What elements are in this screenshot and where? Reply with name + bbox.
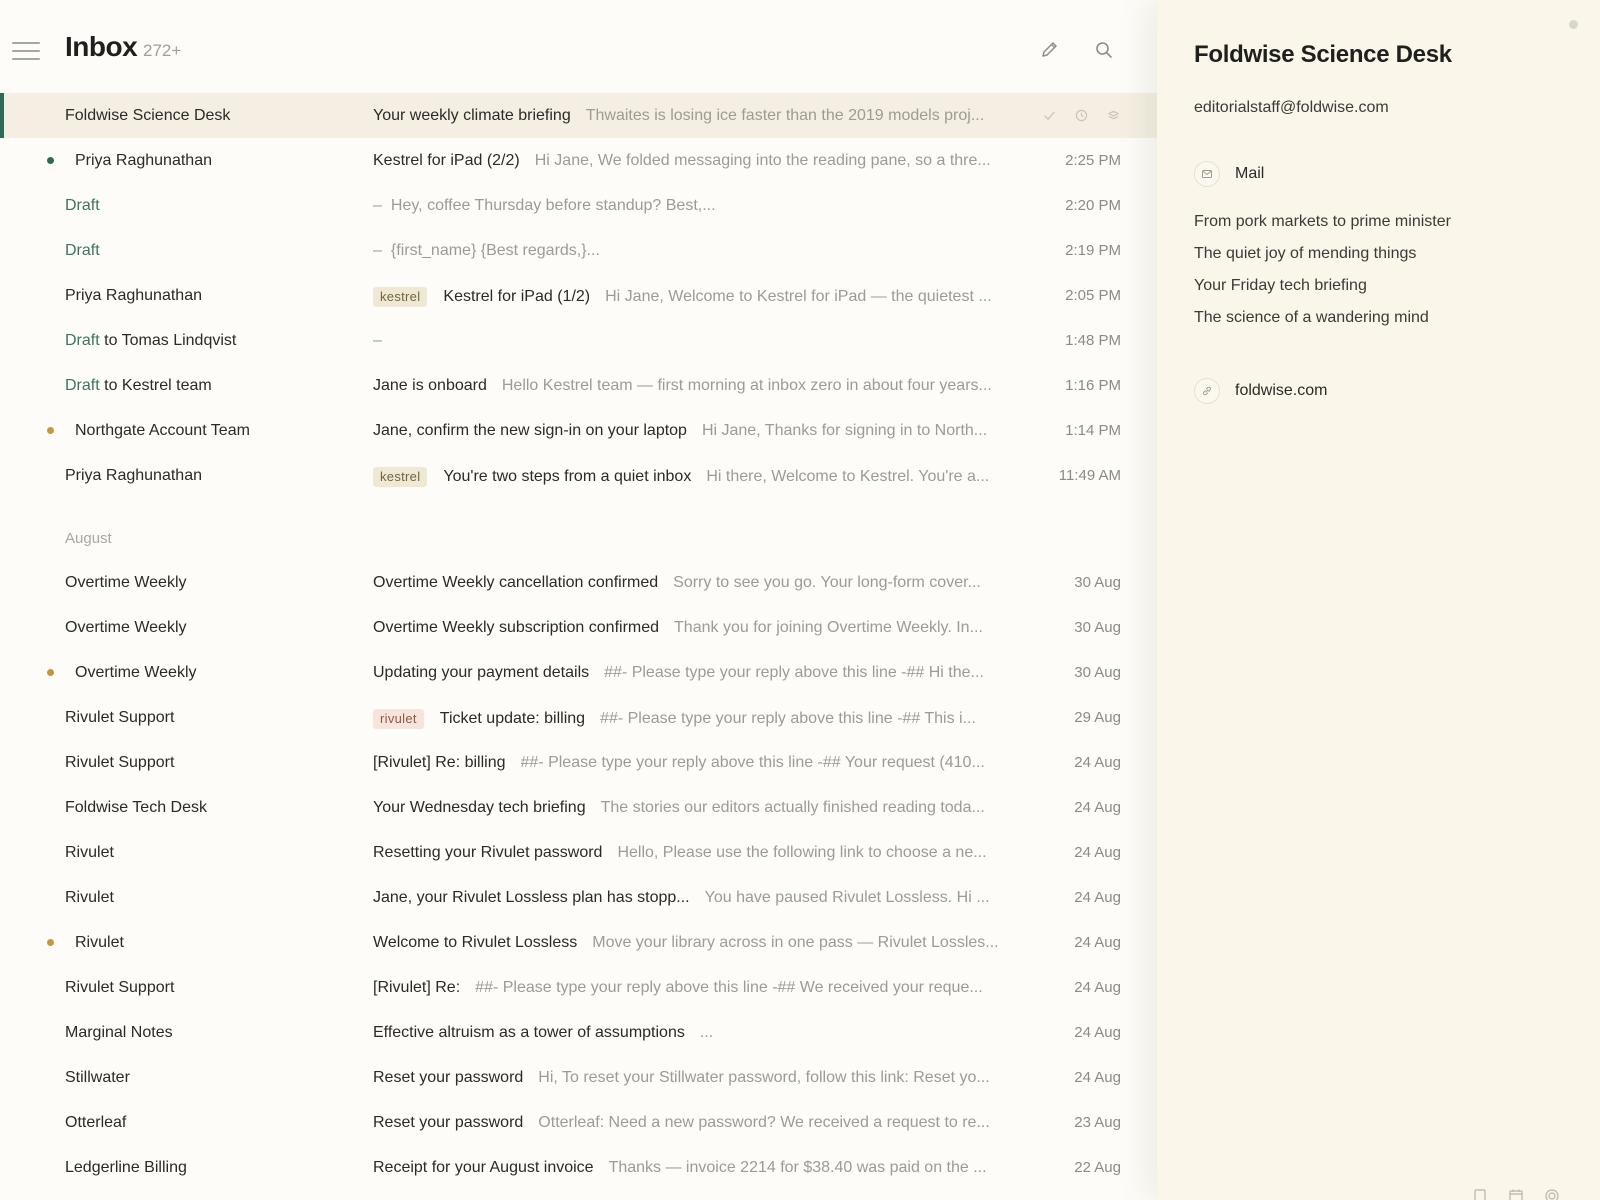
draft-recipient: to Tomas Lindqvist	[99, 332, 237, 349]
menu-icon[interactable]	[12, 42, 40, 62]
sender-name: Foldwise Science Desk	[1194, 41, 1452, 68]
draft-recipient: to Kestrel team	[99, 377, 212, 394]
message-subject-line	[373, 242, 1023, 260]
message-sender: Otterleaf	[65, 1114, 127, 1131]
message-row[interactable]	[0, 560, 1157, 605]
draft-label: Draft	[65, 197, 100, 214]
message-snippet: Hi Jane, Welcome to Kestrel for iPad — the quietest ...	[605, 288, 992, 305]
message-row[interactable]	[0, 830, 1157, 875]
message-subject-line	[373, 754, 1023, 772]
message-subject: Effective altruism as a tower of assumptions	[373, 1024, 685, 1041]
message-time: 11:49 AM	[1058, 467, 1121, 484]
message-subject-line	[373, 1069, 1023, 1087]
message-sender: Rivulet Support	[65, 979, 175, 996]
message-subject-line	[373, 799, 1023, 817]
message-time: 24 Aug	[1074, 799, 1121, 816]
message-time: 1:16 PM	[1065, 377, 1121, 394]
message-snippet: Sorry to see you go. Your long-form cover...	[673, 574, 981, 591]
message-sender	[65, 242, 100, 260]
message-subject-line	[373, 377, 1023, 395]
message-row[interactable]	[0, 228, 1157, 273]
message-snippet: You have paused Rivulet Lossless. Hi ...	[704, 889, 990, 906]
message-subject-line	[373, 664, 1023, 682]
footer-toolbar	[1472, 1188, 1560, 1200]
inbox-count: 272+	[143, 41, 182, 60]
message-row[interactable]	[0, 605, 1157, 650]
message-row[interactable]	[0, 318, 1157, 363]
message-sender: Northgate Account Team	[75, 422, 250, 439]
message-time: 29 Aug	[1074, 709, 1121, 726]
inbox-header	[0, 0, 1157, 92]
message-time: 24 Aug	[1074, 844, 1121, 861]
label-badge: kestrel	[373, 287, 427, 307]
calendar-icon[interactable]	[1508, 1188, 1524, 1200]
website-link[interactable]: foldwise.com	[1235, 382, 1328, 399]
page-title: Inbox	[65, 31, 138, 62]
message-subject-line	[373, 422, 1023, 440]
message-sender	[65, 377, 212, 395]
message-subject-line	[373, 574, 1023, 592]
message-subject-line	[373, 107, 1023, 125]
message-subject-line	[373, 844, 1023, 862]
message-sender: Overtime Weekly	[65, 619, 187, 636]
message-subject: Your weekly climate briefing	[373, 107, 571, 124]
message-subject-line	[373, 152, 1023, 170]
sender-detail-pane	[1157, 0, 1600, 1200]
message-row[interactable]	[0, 363, 1157, 408]
message-subject: Resetting your Rivulet password	[373, 844, 603, 861]
mail-label[interactable]: Mail	[1235, 165, 1265, 182]
message-snippet: ##- Please type your reply above this line -## Your request (410...	[520, 754, 985, 771]
message-time: 24 Aug	[1074, 934, 1121, 951]
message-snippet: Otterleaf: Need a new password? We received a request to re...	[538, 1114, 990, 1131]
draft-dash: –	[373, 197, 382, 214]
message-time: 23 Aug	[1074, 1114, 1121, 1131]
message-row[interactable]	[0, 408, 1157, 453]
message-subject: Kestrel for iPad (2/2)	[373, 152, 520, 169]
section-header-label: August	[65, 530, 112, 547]
message-snippet: Hi Jane, Thanks for signing in to North...	[701, 422, 988, 439]
message-snippet: Move your library across in one pass — Rivulet Lossles...	[592, 934, 999, 951]
note-icon[interactable]	[1472, 1188, 1488, 1200]
message-time: 30 Aug	[1074, 619, 1121, 636]
recent-story[interactable]: The quiet joy of mending things	[1194, 245, 1417, 262]
message-row[interactable]	[0, 650, 1157, 695]
message-sender: Foldwise Science Desk	[65, 107, 231, 124]
done-icon[interactable]	[1041, 107, 1057, 123]
message-subject: Updating your payment details	[373, 664, 590, 681]
message-snippet: {first_name} {Best regards,}...	[390, 242, 600, 259]
message-subject-line	[373, 197, 1023, 215]
recent-story[interactable]: From pork markets to prime minister	[1194, 213, 1451, 230]
message-row[interactable]	[0, 785, 1157, 830]
message-row[interactable]	[0, 183, 1157, 228]
message-subject: Welcome to Rivulet Lossless	[373, 934, 578, 951]
draft-dash: –	[373, 332, 382, 349]
message-snippet: ...	[699, 1024, 714, 1041]
unread-dot-icon	[47, 427, 54, 434]
message-time: 1:48 PM	[1065, 332, 1121, 349]
message-sender: Overtime Weekly	[65, 574, 187, 591]
message-snippet: Hello, Please use the following link to choose a ne...	[617, 844, 987, 861]
message-subject-line	[373, 467, 1023, 487]
draft-label: Draft	[65, 332, 100, 349]
message-row[interactable]	[0, 273, 1157, 318]
message-subject: Your Wednesday tech briefing	[373, 799, 586, 816]
message-subject: Jane, your Rivulet Lossless plan has stopp...	[373, 889, 690, 906]
message-time: 24 Aug	[1074, 889, 1121, 906]
message-sender	[65, 332, 236, 350]
message-sender: Stillwater	[65, 1069, 130, 1086]
draft-label: Draft	[65, 377, 100, 394]
message-sender: Foldwise Tech Desk	[65, 799, 207, 816]
message-row[interactable]	[0, 453, 1157, 498]
message-snippet: Hi there, Welcome to Kestrel. You're a...	[706, 468, 990, 485]
message-subject: [Rivulet] Re:	[373, 979, 461, 996]
message-subject: Reset your password	[373, 1069, 524, 1086]
message-row[interactable]	[0, 1145, 1157, 1190]
message-row[interactable]	[0, 965, 1157, 1010]
message-snippet: The stories our editors actually finished reading toda...	[600, 799, 985, 816]
message-snippet: Hello Kestrel team — first morning at inbox zero in about four years...	[501, 377, 992, 394]
message-subject-line	[373, 889, 1023, 907]
message-sender: Rivulet Support	[65, 709, 175, 726]
settings-icon[interactable]	[1544, 1188, 1560, 1200]
message-time: 22 Aug	[1074, 1159, 1121, 1176]
recent-story[interactable]: Your Friday tech briefing	[1194, 277, 1367, 294]
sender-email[interactable]: editorialstaff@foldwise.com	[1194, 99, 1389, 116]
status-dot-icon	[1569, 20, 1578, 29]
message-row[interactable]	[0, 740, 1157, 785]
message-time: 24 Aug	[1074, 1024, 1121, 1041]
message-snippet: Thanks — invoice 2214 for $38.40 was paid on the ...	[608, 1159, 987, 1176]
message-subject-line	[373, 287, 1023, 307]
message-sender: Priya Raghunathan	[75, 152, 212, 169]
message-time: 2:05 PM	[1065, 287, 1121, 304]
message-time: 2:20 PM	[1065, 197, 1121, 214]
label-badge: rivulet	[373, 709, 424, 729]
message-sender: Priya Raghunathan	[65, 467, 202, 484]
message-subject-line	[373, 619, 1023, 637]
message-subject: You're two steps from a quiet inbox	[443, 468, 692, 485]
message-subject-line	[373, 1024, 1023, 1042]
message-row[interactable]	[0, 920, 1157, 965]
message-subject: Jane, confirm the new sign-in on your laptop	[373, 422, 687, 439]
message-subject: Jane is onboard	[373, 377, 487, 394]
message-time: 1:14 PM	[1065, 422, 1121, 439]
message-time: 24 Aug	[1074, 754, 1121, 771]
message-sender: Rivulet	[75, 934, 124, 951]
message-time: 30 Aug	[1074, 664, 1121, 681]
message-subject-line	[373, 979, 1023, 997]
unread-dot-icon	[47, 939, 54, 946]
recent-story[interactable]: The science of a wandering mind	[1194, 309, 1429, 326]
message-subject: Kestrel for iPad (1/2)	[443, 288, 591, 305]
message-sender: Rivulet Support	[65, 754, 175, 771]
message-sender: Rivulet	[65, 889, 114, 906]
message-subject: Overtime Weekly cancellation confirmed	[373, 574, 659, 591]
message-time: 24 Aug	[1074, 1069, 1121, 1086]
message-snippet: Hi, To reset your Stillwater password, follow this link: Reset yo...	[538, 1069, 990, 1086]
message-time: 24 Aug	[1074, 979, 1121, 996]
message-subject-line	[373, 1114, 1023, 1132]
message-sender: Priya Raghunathan	[65, 287, 202, 304]
label-badge: kestrel	[373, 467, 427, 487]
message-sender: Overtime Weekly	[75, 664, 197, 681]
draft-dash: –	[373, 242, 382, 259]
message-snippet: Thank you for joining Overtime Weekly. In...	[674, 619, 983, 636]
draft-label: Draft	[65, 242, 100, 259]
message-subject-line	[373, 1159, 1023, 1177]
message-snippet: Hey, coffee Thursday before standup? Best,...	[390, 197, 716, 214]
message-sender: Rivulet	[65, 844, 114, 861]
search-icon[interactable]	[1091, 37, 1117, 63]
unread-dot-icon	[47, 669, 54, 676]
snooze-icon[interactable]	[1073, 107, 1089, 123]
message-row[interactable]	[0, 1100, 1157, 1145]
section-header	[0, 498, 1157, 560]
message-subject: Receipt for your August invoice	[373, 1159, 594, 1176]
message-row[interactable]	[0, 93, 1157, 138]
unread-dot-icon	[47, 157, 54, 164]
message-subject-line	[373, 934, 1023, 952]
message-subject: [Rivulet] Re: billing	[373, 754, 506, 771]
message-subject-line	[373, 332, 1023, 350]
message-snippet: ##- Please type your reply above this line -## We received your reque...	[475, 979, 983, 996]
message-sender	[65, 197, 100, 215]
message-subject: Ticket update: billing	[439, 710, 586, 727]
mail-icon	[1194, 161, 1220, 187]
message-snippet: Hi Jane, We folded messaging into the reading pane, so a thre...	[534, 152, 991, 169]
message-subject: Overtime Weekly subscription confirmed	[373, 619, 660, 636]
message-row[interactable]	[0, 138, 1157, 183]
compose-icon[interactable]	[1036, 37, 1062, 63]
message-snippet: Thwaites is losing ice faster than the 2019 models proj...	[585, 107, 985, 124]
archive-icon[interactable]	[1105, 107, 1121, 123]
message-row[interactable]	[0, 1055, 1157, 1100]
message-row[interactable]	[0, 875, 1157, 920]
message-sender: Marginal Notes	[65, 1024, 173, 1041]
message-list	[0, 93, 1157, 1190]
message-snippet: ##- Please type your reply above this line -## This i...	[600, 710, 976, 727]
message-row[interactable]	[0, 1010, 1157, 1055]
message-time: 2:25 PM	[1065, 152, 1121, 169]
message-time: 2:19 PM	[1065, 242, 1121, 259]
message-row[interactable]	[0, 695, 1157, 740]
link-icon	[1194, 378, 1220, 404]
message-time: 30 Aug	[1074, 574, 1121, 591]
message-snippet: ##- Please type your reply above this line -## Hi the...	[604, 664, 984, 681]
row-actions	[1041, 107, 1121, 123]
message-subject-line	[373, 709, 1023, 729]
message-subject: Reset your password	[373, 1114, 524, 1131]
message-sender: Ledgerline Billing	[65, 1159, 187, 1176]
